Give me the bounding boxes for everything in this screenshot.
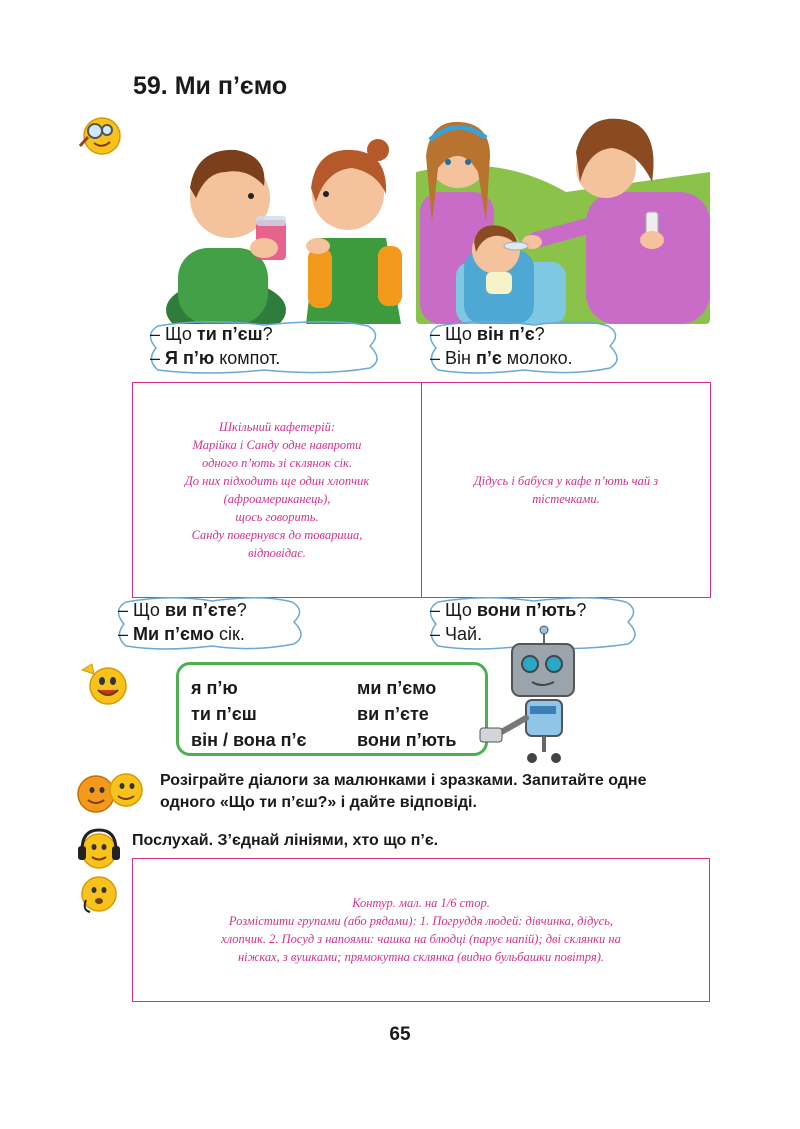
dialogue-ti-pyesh: – Що ти п’єш? – Я п’ю компот. bbox=[150, 324, 281, 368]
conjugation-row bbox=[191, 675, 475, 701]
singular-form: він / вона п’є bbox=[191, 730, 307, 750]
lesson-title: 59. Ми п’ємо bbox=[133, 72, 288, 100]
conjugation-row bbox=[191, 727, 475, 753]
robot-icon bbox=[478, 622, 582, 766]
dialogue-vin-pye: – Що він п’є? – Він п’є молоко. bbox=[430, 324, 573, 368]
task-instruction: Розіграйте діалоги за малюнками і зразками. Запитайте одне одного «Що ти п’єш?» і дайте відповіді. bbox=[160, 772, 647, 811]
task-instruction: Послухай. З’єднай лініями, хто що п’є. bbox=[132, 832, 439, 849]
plural-form: вони п’ють bbox=[357, 730, 457, 750]
two-smileys-icon bbox=[74, 770, 158, 814]
conjugation-table bbox=[176, 662, 488, 756]
dialogue-vy-pyete: – Що ви п’єте? – Ми п’ємо сік. bbox=[118, 600, 247, 644]
magnifier-smiley-icon bbox=[76, 112, 124, 156]
speaking-smiley-icon bbox=[76, 870, 122, 916]
illustration-mother-baby bbox=[416, 112, 710, 324]
illustration-placeholder-grandparents: Дідусь і бабуся у кафе п’ють чай з тістечками. bbox=[421, 382, 711, 598]
plural-form: ви п’єте bbox=[357, 704, 429, 724]
singular-form: ти п’єш bbox=[191, 704, 257, 724]
illustration-boy-girl bbox=[156, 128, 406, 324]
illustration-placeholder-matching: Контур. мал. на 1/6 стор. Розмістити групами (або рядами): 1. Погруддя людей: дівчинка, дідусь, хлопчик. 2. Посуд з напоями: чашка на блюдці (парує напій); дві склянки на ніжках, з вушками; прямокутна склянка (видно бульбашки повітря). bbox=[132, 858, 710, 1002]
illustration-placeholder-cafeteria: Шкільний кафетерій: Марійка і Санду одне навпроти одного п’ють зі склянок сік. До них підходить ще один хлопчик (афроамериканець), щось говорить. Санду повернувся до товариша, відповідає. bbox=[132, 382, 422, 598]
headphones-smiley-icon bbox=[76, 826, 122, 872]
conjugation-row bbox=[191, 701, 475, 727]
plural-form: ми п’ємо bbox=[357, 678, 437, 698]
dialogue-vony-pyut: – Що вони п’ють? – Чай. bbox=[430, 600, 587, 644]
page-number: 65 bbox=[389, 1024, 411, 1045]
pointing-smiley-icon bbox=[78, 660, 130, 708]
singular-form: я п’ю bbox=[191, 678, 238, 698]
